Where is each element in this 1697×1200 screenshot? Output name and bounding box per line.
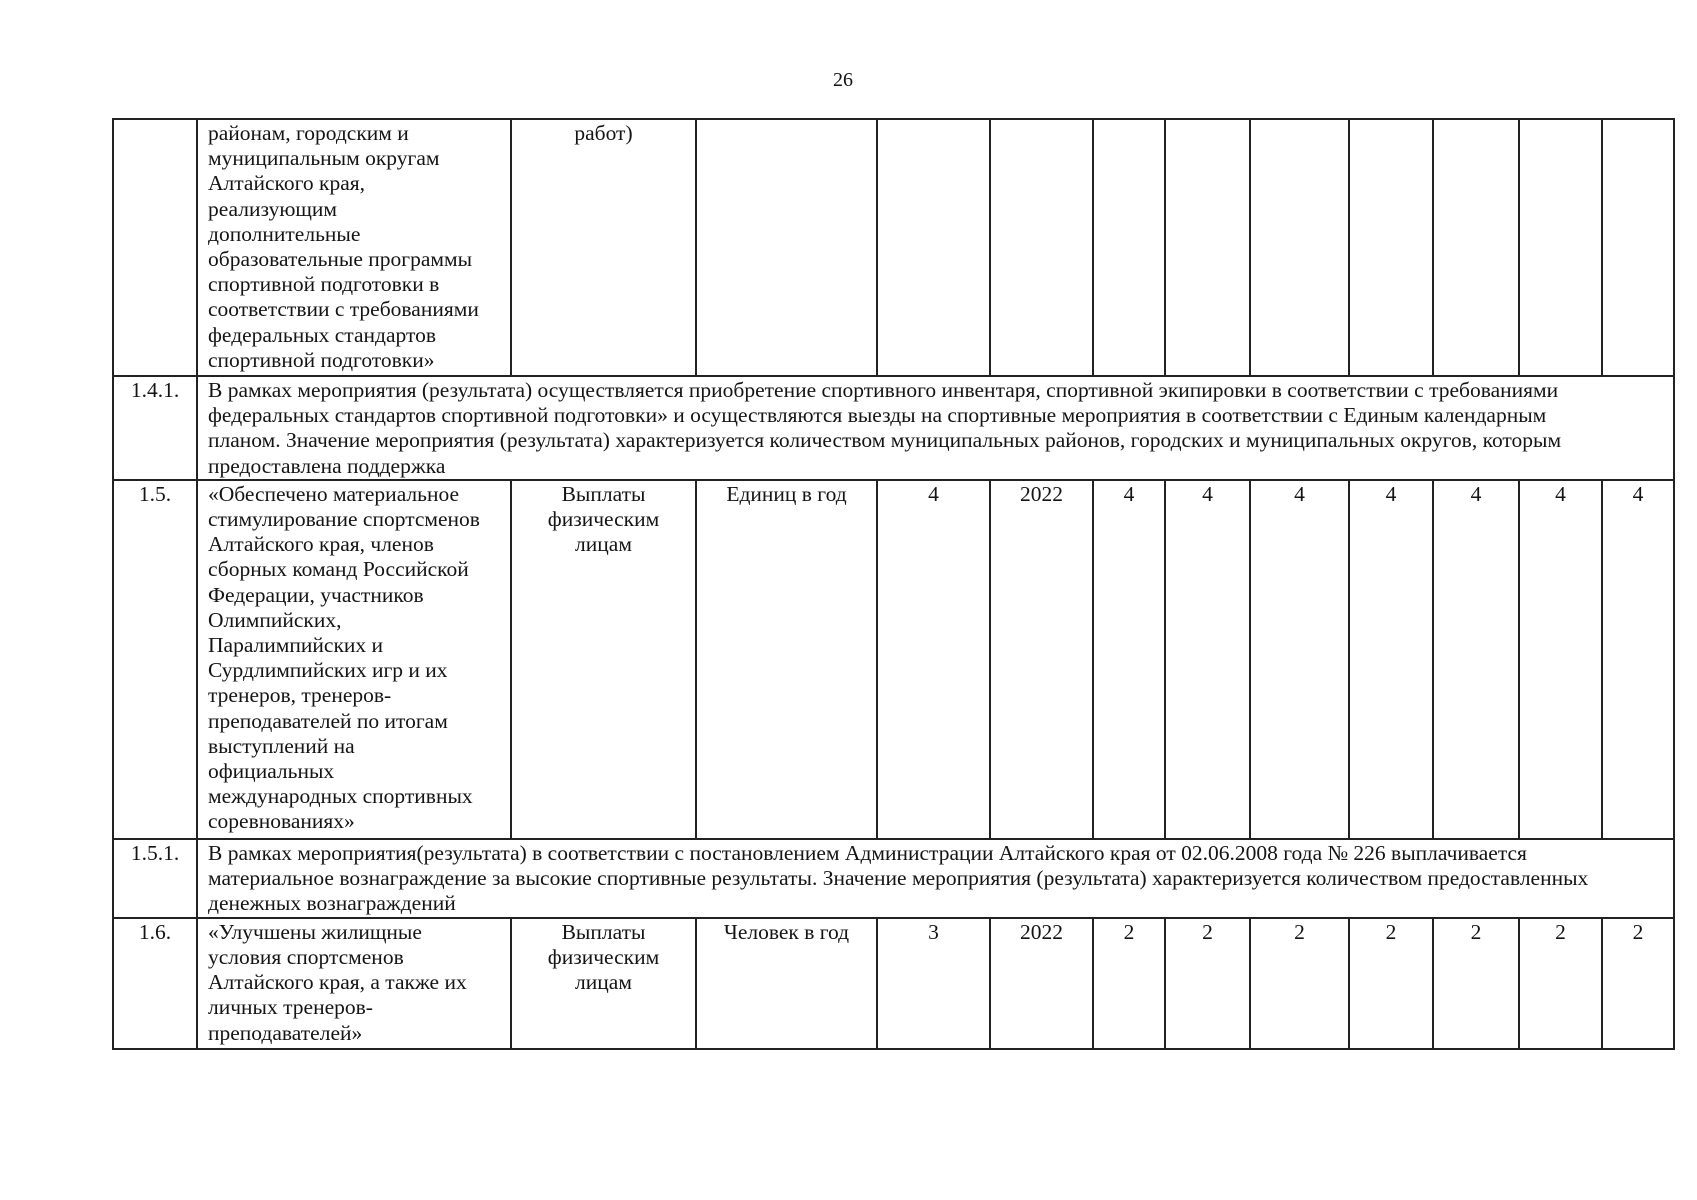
base-year-cell: 2022 <box>990 918 1093 1049</box>
type-cell: Выплаты физическим лицам <box>511 480 696 839</box>
year-value-cell: 2 <box>1165 918 1250 1049</box>
year-value-cell: 4 <box>1250 480 1349 839</box>
year-value-cell: 2 <box>1519 918 1602 1049</box>
year-value-cell: 4 <box>1093 480 1165 839</box>
unit-cell: Единиц в год <box>696 480 877 839</box>
page-number: 26 <box>833 69 853 91</box>
description-cell: В рамках мероприятия(результата) в соответствии с постановлением Администрации Алтайского края от 02.06.2008 года № 226 выплачивается материальное вознаграждение за высокие спортивные результаты. Значение мероприятия (результата) характеризуется количеством предоставленных денежных вознаграждений <box>197 839 1674 918</box>
year-value-cell: 4 <box>1433 480 1519 839</box>
table-row <box>113 839 1674 918</box>
base-value-cell <box>877 119 990 376</box>
indicator-name-cell: районам, городским и муниципальным округам Алтайского края, реализующим дополнительные образовательные программы спортивной подготовки в соответствии с требованиями федеральных стандартов спортивной подготовки» <box>197 119 511 376</box>
year-value-cell <box>1602 119 1674 376</box>
year-value-cell: 2 <box>1433 918 1519 1049</box>
row-number-cell: 1.5. <box>113 480 197 839</box>
year-value-cell: 2 <box>1093 918 1165 1049</box>
indicator-name-cell: «Улучшены жилищные условия спортсменов Алтайского края, а также их личных тренеров- преподавателей» <box>197 918 511 1049</box>
base-year-cell: 2022 <box>990 480 1093 839</box>
type-cell: Выплаты физическим лицам <box>511 918 696 1049</box>
table-row <box>113 119 1674 376</box>
row-number-cell: 1.5.1. <box>113 839 197 918</box>
year-value-cell <box>1093 119 1165 376</box>
table-row <box>113 480 1674 839</box>
table-row <box>113 918 1674 1049</box>
unit-cell <box>696 119 877 376</box>
year-value-cell <box>1250 119 1349 376</box>
year-value-cell: 4 <box>1349 480 1433 839</box>
indicator-name-cell: «Обеспечено материальное стимулирование спортсменов Алтайского края, членов сборных команд Российской Федерации, участников Олимпийских, Паралимпийских и Сурдлимпийских игр и их тренеров, тренеров- преподавателей по итогам выступлений на официальных международных спортивных соревнованиях» <box>197 480 511 839</box>
year-value-cell <box>1165 119 1250 376</box>
year-value-cell: 2 <box>1250 918 1349 1049</box>
year-value-cell: 2 <box>1349 918 1433 1049</box>
row-number-cell: 1.4.1. <box>113 376 197 480</box>
year-value-cell: 2 <box>1602 918 1674 1049</box>
base-value-cell: 3 <box>877 918 990 1049</box>
year-value-cell <box>1433 119 1519 376</box>
year-value-cell: 4 <box>1165 480 1250 839</box>
year-value-cell: 4 <box>1602 480 1674 839</box>
description-cell: В рамках мероприятия (результата) осуществляется приобретение спортивного инвентаря, спортивной экипировки в соответствии с требованиями федеральных стандартов спортивной подготовки» и осуществляются выезды на спортивные мероприятия в соответствии с Единым календарным планом. Значение мероприятия (результата) характеризуется количеством муниципальных районов, городских и муниципальных округов, которым предоставлена поддержка <box>197 376 1674 480</box>
year-value-cell <box>1519 119 1602 376</box>
type-cell: работ) <box>511 119 696 376</box>
base-year-cell <box>990 119 1093 376</box>
unit-cell: Человек в год <box>696 918 877 1049</box>
row-number-cell: 1.6. <box>113 918 197 1049</box>
base-value-cell: 4 <box>877 480 990 839</box>
row-number-cell <box>113 119 197 376</box>
results-table <box>112 118 1675 1050</box>
year-value-cell <box>1349 119 1433 376</box>
year-value-cell: 4 <box>1519 480 1602 839</box>
table-row <box>113 376 1674 480</box>
